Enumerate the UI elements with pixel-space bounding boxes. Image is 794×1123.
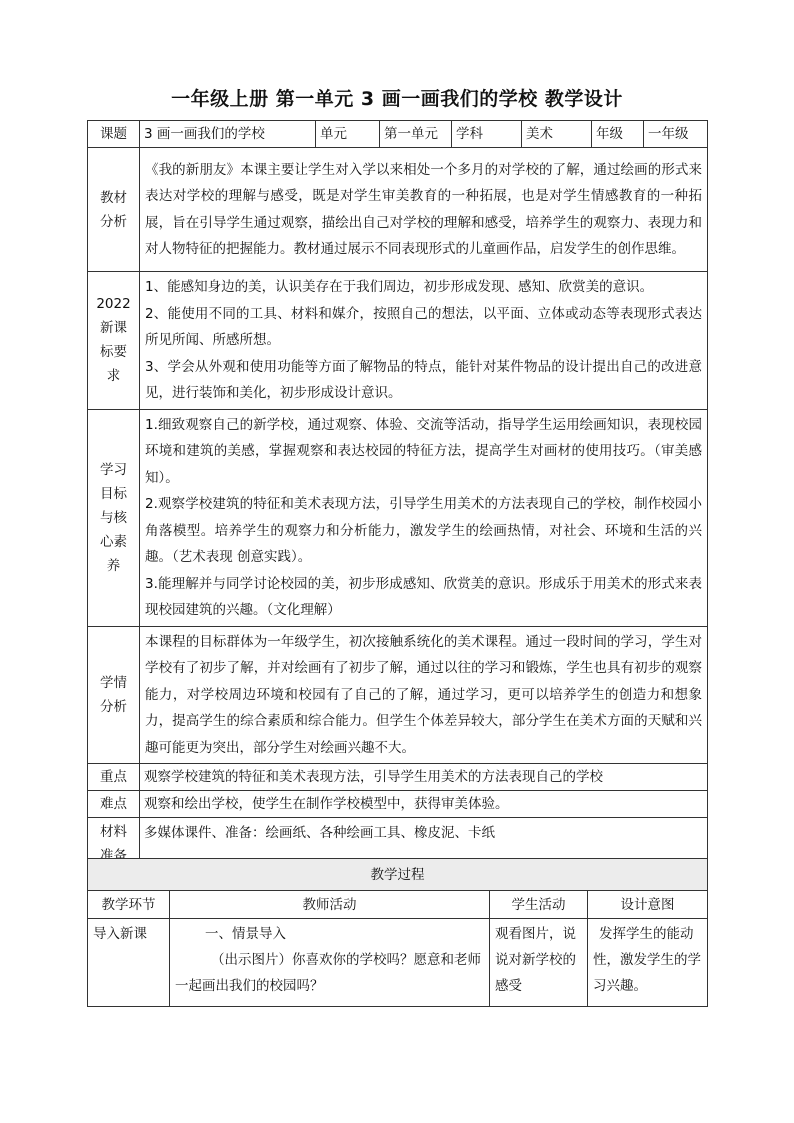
key-points-label: 重点 [88,764,140,791]
section-content [140,272,708,410]
design-intent-cell: 发挥学生的能动性，激发学生的学习兴趣。 [588,919,708,1007]
grade-label: 年级 [592,121,644,148]
column-header-intent: 设计意图 [588,891,708,919]
section-content [140,148,708,272]
section-row-students [88,626,708,764]
section-content [140,626,708,764]
subject-value: 美术 [522,121,592,148]
teacher-heading: 一、情景导入 [205,926,286,942]
page-title: 一年级上册 第一单元 3 画一画我们的学校 教学设计 [171,88,623,110]
teacher-activity-cell [170,919,490,1007]
subject-label: 学科 [452,121,522,148]
section-paragraph: 本课程的目标群体为一年级学生，初次接触系统化的美术课程。通过一段时间的学习，学生对学校有了初步了解，并对绘画有了初步了解，通过以往的学习和锻炼，学生也具有初步的观察能力，对学校周边环境和校园有了自己的了解，通过学习，更可以培养学生的创造力和想象力，提高学生的综合素质和综合能力。但学生个体差异较大，部分学生在美术方面的天赋和兴趣可能更为突出，部分学生对绘画兴趣不大。 [145,633,702,756]
student-activity-cell: 观看图片，说说对新学校的感受 [490,919,588,1007]
process-header-row [88,859,708,891]
section-label: 教材 分析 [88,148,140,272]
key-points-value: 观察学校建筑的特征和美术表现方法，引导学生用美术的方法表现自己的学校 [140,764,708,791]
key-points-row [88,764,708,791]
lesson-info-table [87,120,708,870]
section-label: 学情 分析 [88,626,140,764]
materials-value: 多媒体课件、准备：绘画纸、各种绘画工具、橡皮泥、卡纸 [140,818,708,870]
table-row [88,919,708,1007]
section-row-textbook [88,148,708,272]
process-column-headers [88,891,708,919]
info-row [88,121,708,148]
section-paragraph: 1、能感知身边的美，认识美存在于我们周边，初步形成发现、感知、欣赏美的意识。 [145,279,654,295]
section-paragraph: 2.观察学校建筑的特征和美术表现方法，引导学生用美术的方法表现自己的学校，制作校园小角落模型。培养学生的观察力和分析能力，激发学生的绘画热情，对社会、环境和生活的兴趣。（艺术表现 创意实践）。 [145,496,702,565]
section-row-standards [88,272,708,410]
difficulty-row [88,791,708,818]
unit-value: 第一单元 [380,121,452,148]
section-paragraph: 3、学会从外观和使用功能等方面了解物品的特点，能针对某件物品的设计提出自己的改进意见，进行装饰和美化，初步形成设计意识。 [145,358,702,401]
section-paragraph: 3.能理解并与同学讨论校园的美，初步形成感知、欣赏美的意识。形成乐于用美术的形式来表现校园建筑的兴趣。（文化理解） [145,575,702,618]
process-header: 教学过程 [88,859,708,891]
stage-cell: 导入新课 [88,919,170,1007]
teacher-text: （出示图片）你喜欢你的学校吗？愿意和老师一起画出我们的校园吗？ [175,952,481,994]
topic-label: 课题 [88,121,140,148]
topic-value: 3 画一画我们的学校 [140,121,316,148]
materials-label: 材料 准备 [88,818,140,870]
section-paragraph: 2、能使用不同的工具、材料和媒介，按照自己的想法，以平面、立体或动态等表现形式表达所见所闻、所感所想。 [145,305,702,348]
column-header-student: 学生活动 [490,891,588,919]
grade-value: 一年级 [644,121,708,148]
section-paragraph: 《我的新朋友》本课主要让学生对入学以来相处一个多月的对学校的了解，通过绘画的形式来表达对学校的理解与感受，既是对学生审美教育的一种拓展，也是对学生情感教育的一种拓展，旨在引导学生通过观察，描绘出自己对学校的理解和感受，培养学生的观察力、表现力和对人物特征的把握能力。教材通过展示不同表现形式的儿童画作品，启发学生的创作思维。 [145,161,702,257]
unit-label: 单元 [316,121,380,148]
section-content [140,409,708,626]
column-header-teacher: 教师活动 [170,891,490,919]
difficulty-value: 观察和绘出学校，使学生在制作学校模型中，获得审美体验。 [140,791,708,818]
section-paragraph: 1.细致观察自己的新学校，通过观察、体验、交流等活动，指导学生运用绘画知识，表现校园环境和建筑的美感，掌握观察和表达校园的特征方法，提高学生对画材的使用技巧。（审美感知）。 [145,416,702,486]
section-label: 2022 新课 标要 求 [88,272,140,410]
section-row-objectives [88,409,708,626]
teaching-process-table [87,858,708,1007]
difficulty-label: 难点 [88,791,140,818]
column-header-stage: 教学环节 [88,891,170,919]
section-label: 学习 目标 与核 心素 养 [88,409,140,626]
